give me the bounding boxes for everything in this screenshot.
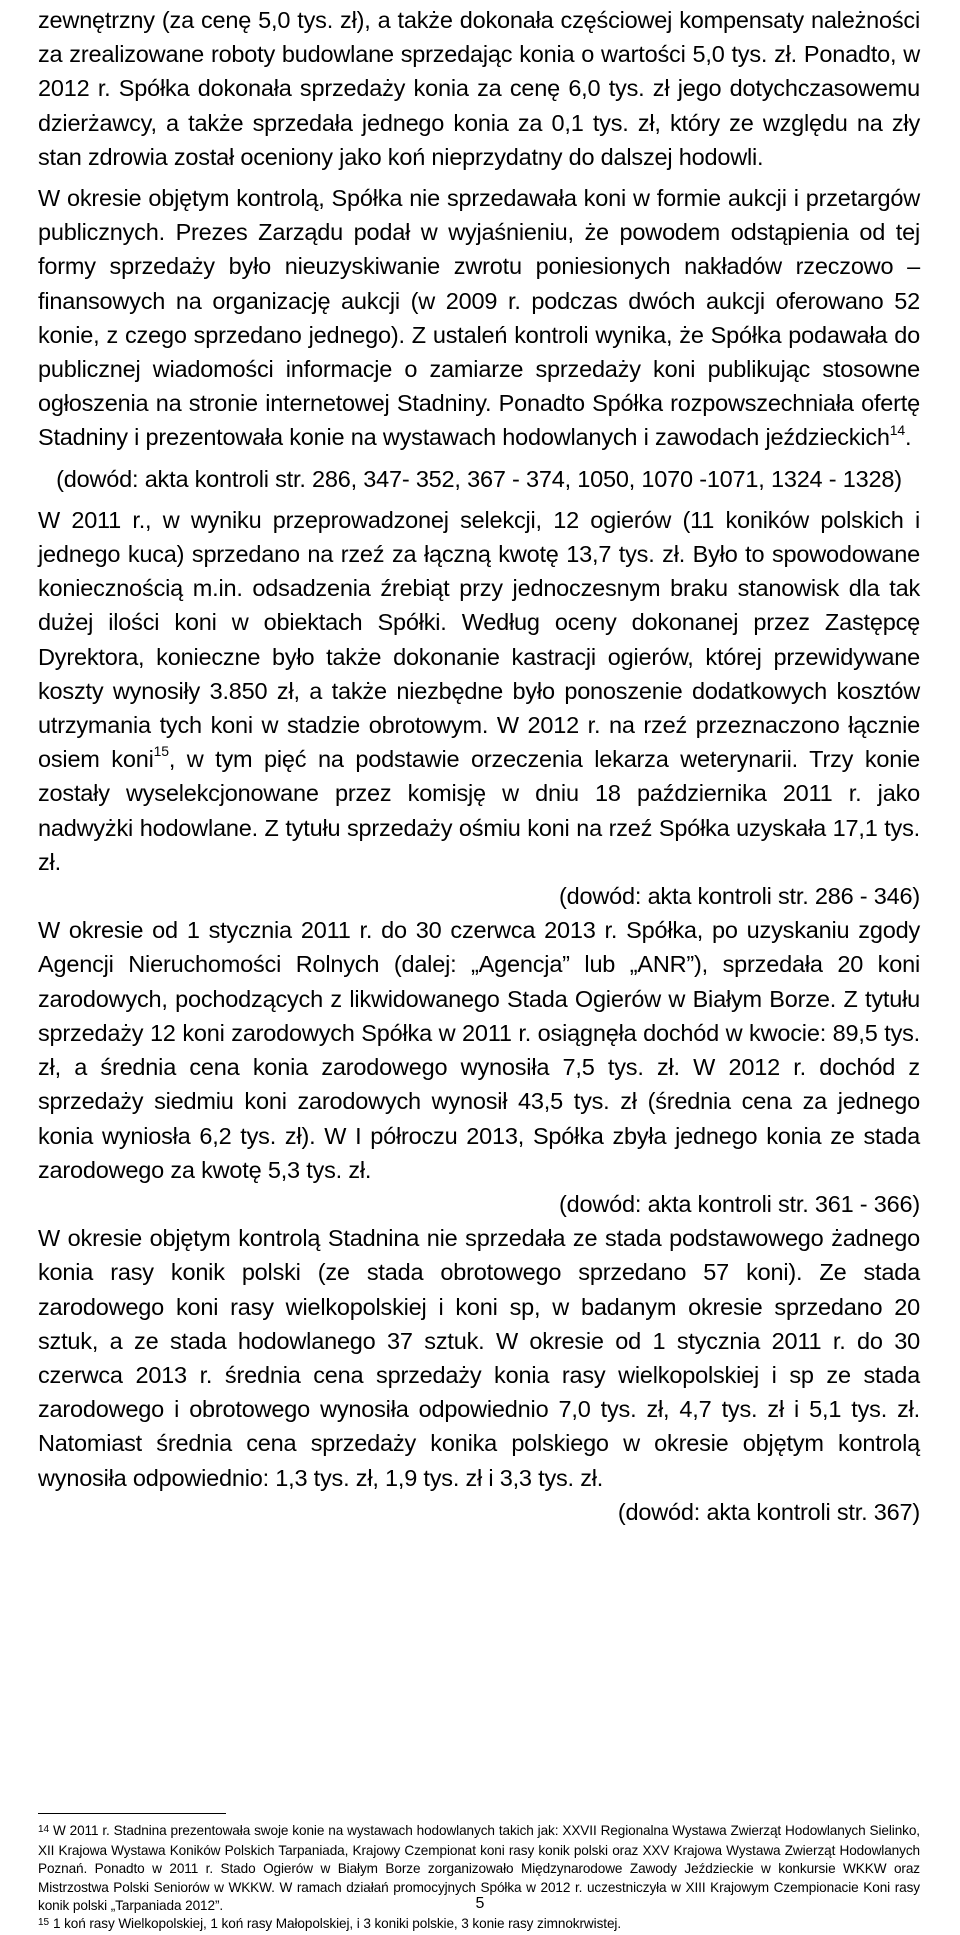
evidence-reference-3: (dowód: akta kontroli str. 361 - 366) [559, 1190, 920, 1217]
paragraph-slaughter-sales-text-a: W 2011 r., w wyniku przeprowadzonej selekcji, 12 ogierów (11 koników polskich i jednego kuca) sprzedano na rzeź za łączną kwotę 13,7 tys. zł. Było to spowodowane koniecznością m.in. odsadzenia źrebiąt przy jednoczesnym braku stanowisk dla tak dużej ilości koni w obiektach Spółki. Według oceny dokonanej przez Zastępcę Dyrektora, konieczne było także dokonanie kastracji ogierów, której przewidywane koszty wynosiły 3.850 zł, a także niezbędne było ponoszenie dodatkowych kosztów utrzymania tych koni w stadzie obrotowym. W 2012 r. na rzeź przeznaczono łącznie osiem koni [38, 506, 920, 773]
footnote-text: W 2011 r. Stadnina prezentowała swoje konie na wystawach hodowlanych takich jak: XXVII Regionalna Wystawa Zwierząt Hodowlanych Sielinko, XII Krajowa Wystawa Koników Polskich Tarpaniada, Krajowy Czempionat koni rasy konik polski oraz XXV Krajowa Wystawa Zwierząt Hodowlanych Poznań. Ponadto w 2011 r. Stado Ogierów w Białym Borze zorganizowało Międzynarodowe Zawody Jeździeckie w konkursie WKKW oraz Mistrzostwa Polski Seniorów w WKKW. W ramach działań promocyjnych Spółka w 2012 r. uczestniczyła w XIII Krajowym Czempionacie Koni rasy konik polski „Tarpaniada 2012”. [38, 1823, 920, 1913]
paragraph-auctions-end: . [904, 424, 912, 451]
paragraph-auctions [38, 181, 920, 455]
footnote-number: 14 [38, 1824, 49, 1835]
paragraph-stud-horse-sales: W okresie od 1 stycznia 2011 r. do 30 czerwca 2013 r. Spółka, po uzyskaniu zgody Agencji Nieruchomości Rolnych (dalej: „Agencja” lub „ANR”), sprzedała 20 koni zarodowych, pochodzących z likwidowanego Stada Ogierów w Białym Borze. Z tytułu sprzedaży 12 koni zarodowych Spółka w 2011 r. osiągnęła dochód w kwocie: 89,5 tys. zł, a średnia cena konia zarodowego wynosiła 7,5 tys. zł. W 2012 r. dochód z sprzedaży siedmiu koni zarodowych wynosił 43,5 tys. zł (średnia cena za jednego konia wyniosła 6,2 tys. zł). W I półroczu 2013, Spółka zbyła jednego konia ze stada zarodowego za kwotę 5,3 tys. zł. [38, 917, 920, 1183]
evidence-reference-1: (dowód: akta kontroli str. 286, 347- 352, 367 - 374, 1050, 1070 -1071, 1324 - 1328) [56, 465, 902, 492]
footnote-number: 15 [38, 1917, 49, 1929]
paragraph-slaughter-sales-text-b: , w tym pięć na podstawie orzeczenia lekarza weterynarii. Trzy konie zostały wyselekcjonowane przez komisję w dniu 18 października 2011 r. jako nadwyżki hodowlane. Z tytułu sprzedaży ośmiu koni na rzeź Spółka uzyskała 17,1 tys. zł. [38, 746, 920, 875]
body-text [38, 3, 920, 1529]
paragraph-horse-sales-continued: zewnętrzny (za cenę 5,0 tys. zł), a także dokonała częściowej kompensaty należności za zrealizowane roboty budowlane sprzedając konia o wartości 5,0 tys. zł. Ponadto, w 2012 r. Spółka dokonała sprzedaży konia za cenę 6,0 tys. zł jego dotychczasowemu dzierżawcy, a także sprzedała jednego konia za 0,1 tys. zł, który ze względu na zły stan zdrowia został oceniony jako koń nieprzydatny do dalszej hodowli. [38, 7, 920, 170]
evidence-reference-2: (dowód: akta kontroli str. 286 - 346) [559, 883, 920, 910]
footnote-ref-14: 14 [889, 421, 905, 438]
paragraph-auctions-text: W okresie objętym kontrolą, Spółka nie sprzedawała koni w formie aukcji i przetargów publicznych. Prezes Zarządu podał w wyjaśnieniu, że powodem odstąpienia od tej formy sprzedaży było nieuzyskiwanie zwrotu poniesionych nakładów rzeczowo – finansowych na organizację aukcji (w 2009 r. podczas dwóch aukcji oferowano 52 konie, z czego sprzedano jednego). Z ustaleń kontroli wynika, że Spółka podawała do publicznej wiadomości informacje o zamiarze sprzedaży koni publikując stosowne ogłoszenia na stronie internetowej Stadniny. Ponadto Spółka rozpowszechniała ofertę Stadniny i prezentowała konie na wystawach hodowlanych i zawodach jeździeckich [38, 185, 920, 451]
footnote-ref-15: 15 [153, 743, 169, 760]
footnote-text: 1 koń rasy Wielkopolskiej, 1 koń rasy Małopolskiej, i 3 koniki polskie, 3 konie rasy zimnokrwistej. [52, 1916, 621, 1932]
paragraph-slaughter-sales [38, 503, 920, 879]
footnote-15 [38, 1915, 920, 1935]
evidence-reference-4: (dowód: akta kontroli str. 367) [617, 1498, 920, 1525]
paragraph-breed-prices: W okresie objętym kontrolą Stadnina nie sprzedała ze stada podstawowego żadnego konia rasy konik polski (ze stada obrotowego sprzedano 57 koni). Ze stada zarodowego koni rasy wielkopolskiej i koni sp, w badanym okresie sprzedano 20 sztuk, a ze stada hodowlanego 37 sztuk. W okresie od 1 stycznia 2011 r. do 30 czerwca 2013 r. średnia cena sprzedaży konia rasy wielkopolskiej i sp ze stada zarodowego i obrotowego wynosiła odpowiednio 7,0 tys. zł, 4,7 tys. zł i 5,1 tys. zł. Natomiast średnia cena sprzedaży konika polskiego w okresie objętym kontrolą wynosiła odpowiednio: 1,3 tys. zł, 1,9 tys. zł i 3,3 tys. zł. [38, 1225, 920, 1491]
page-number: 5 [475, 1895, 485, 1912]
footnote-separator [38, 1813, 226, 1814]
footnotes [38, 1822, 920, 1935]
